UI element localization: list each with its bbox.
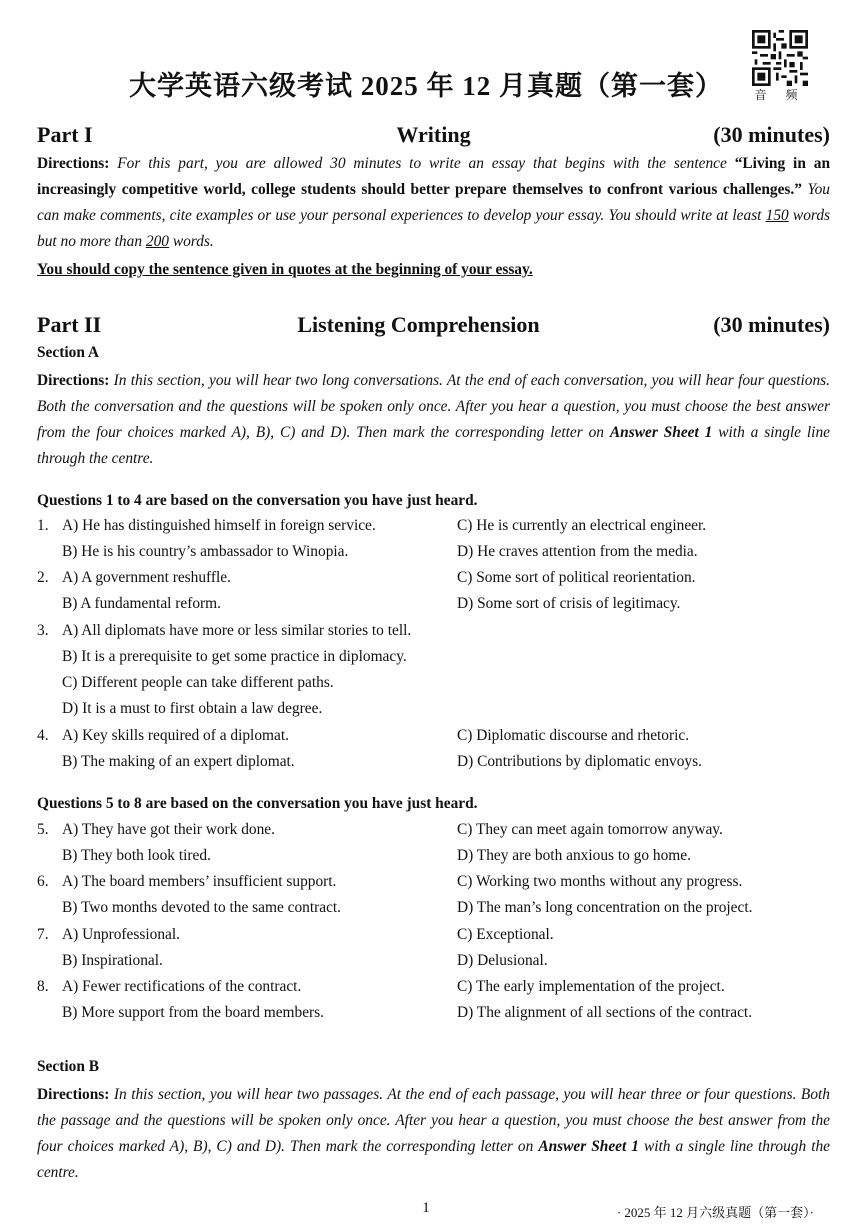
answer-sheet: Answer Sheet 1: [609, 424, 713, 441]
option-c[interactable]: C) He is currently an electrical engineer.: [457, 517, 707, 534]
option-c[interactable]: C) They can meet again tomorrow anyway.: [457, 821, 723, 838]
questions-1-4-heading: Questions 1 to 4 are based on the conversation you have just heard.: [37, 492, 478, 509]
option-d[interactable]: D) The man’s long concentration on the project.: [457, 899, 753, 916]
section-b-directions: [37, 1082, 830, 1186]
option-c[interactable]: C) Working two months without any progress.: [457, 873, 743, 890]
option-b[interactable]: B) Inspirational.: [62, 952, 163, 969]
option-d[interactable]: D) The alignment of all sections of the contract.: [457, 1004, 753, 1021]
copy-note: You should copy the sentence given in quotes at the beginning of your essay.: [37, 261, 533, 278]
question-number: 6.: [37, 873, 49, 890]
option-a[interactable]: A) All diplomats have more or less similar stories to tell.: [62, 622, 412, 639]
question-number: 3.: [37, 622, 49, 639]
directions-text: You can make comments, cite examples or use your personal experiences to develop your essay. You should write at least: [37, 181, 831, 224]
option-d[interactable]: D) He craves attention from the media.: [457, 543, 698, 560]
question-number: 8.: [37, 978, 49, 995]
option-c[interactable]: C) The early implementation of the project.: [457, 978, 725, 995]
option-d[interactable]: D) Some sort of crisis of legitimacy.: [457, 595, 681, 612]
directions-label: Directions:: [37, 1086, 110, 1103]
option-b[interactable]: B) It is a prerequisite to get some practice in diplomacy.: [62, 648, 407, 665]
option-a[interactable]: A) They have got their work done.: [62, 821, 275, 838]
part2-name: Listening Comprehension: [297, 312, 540, 337]
option-a[interactable]: A) Fewer rectifications of the contract.: [62, 978, 302, 995]
section-a-heading: Section A: [37, 344, 99, 361]
question-number: 7.: [37, 926, 49, 943]
page-title: 大学英语六级考试 2025 年 12 月真题（第一套）: [129, 71, 723, 101]
directions-text: words.: [168, 233, 214, 250]
directions-label: Directions:: [37, 155, 110, 172]
option-b[interactable]: B) A fundamental reform.: [62, 595, 221, 612]
part2-header: [37, 312, 830, 342]
option-c[interactable]: C) Different people can take different paths.: [62, 674, 334, 691]
question-number: 4.: [37, 727, 49, 744]
option-c[interactable]: C) Some sort of political reorientation.: [457, 569, 696, 586]
min-words: 150: [765, 207, 789, 224]
qr-label: 音 频: [754, 88, 806, 102]
directions-text: In this section, you will hear two long conversations. At the end of each conversation, you will hear four questions. Both the conversation and the questions will be spoken only once. After you hear a question, you must choose the best answer from the four choices marked A), B), C) and D). Then mark the corresponding letter on: [37, 372, 830, 441]
directions-text: In this section, you will hear two passages. At the end of each passage, you will hear three or four questions. Both the passage and the questions will be spoken only once. After you hear a question, you must choose the best answer from the four choices marked A), B), C) and D). Then mark the corresponding letter on: [37, 1086, 830, 1155]
option-a[interactable]: A) The board members’ insufficient support.: [62, 873, 337, 890]
option-d[interactable]: D) Delusional.: [457, 952, 548, 969]
option-a[interactable]: A) Unprofessional.: [62, 926, 180, 943]
option-c[interactable]: C) Diplomatic discourse and rhetoric.: [457, 727, 690, 744]
option-a[interactable]: A) He has distinguished himself in foreign service.: [62, 517, 376, 534]
part1-label: Part I: [37, 122, 93, 147]
question-number: 2.: [37, 569, 49, 586]
option-b[interactable]: B) He is his country’s ambassador to Winopia.: [62, 543, 349, 560]
part1-note: [37, 257, 830, 283]
part1-time: (30 minutes): [713, 122, 830, 147]
part2-label: Part II: [37, 312, 102, 337]
max-words: 200: [145, 233, 169, 250]
option-c[interactable]: C) Exceptional.: [457, 926, 554, 943]
part1-directions: [37, 151, 830, 255]
section-b-heading: Section B: [37, 1058, 99, 1075]
option-b[interactable]: B) Two months devoted to the same contract.: [62, 899, 342, 916]
section-a-directions: [37, 368, 830, 472]
qr-code-icon[interactable]: [752, 30, 808, 86]
question-number: 1.: [37, 517, 49, 534]
part2-time: (30 minutes): [713, 312, 830, 337]
questions-5-8-heading: Questions 5 to 8 are based on the conversation you have just heard.: [37, 795, 478, 812]
directions-text: with a single line through the centre.: [37, 1138, 830, 1181]
option-a[interactable]: A) Key skills required of a diplomat.: [62, 727, 289, 744]
footer-title: · 2025 年 12 月六级真题（第一套）·: [616, 1205, 814, 1220]
answer-sheet: Answer Sheet 1: [538, 1138, 639, 1155]
option-b[interactable]: B) They both look tired.: [62, 847, 211, 864]
part1-name: Writing: [396, 122, 471, 147]
option-d[interactable]: D) It is a must to first obtain a law degree.: [62, 700, 323, 717]
option-b[interactable]: B) More support from the board members.: [62, 1004, 325, 1021]
question-number: 5.: [37, 821, 49, 838]
directions-label: Directions:: [37, 372, 110, 389]
option-d[interactable]: D) They are both anxious to go home.: [457, 847, 691, 864]
page-number: 1: [422, 1200, 430, 1216]
directions-text: For this part, you are allowed 30 minutes to write an essay that begins with the sentence: [109, 155, 735, 172]
part1-header: [37, 122, 830, 152]
option-b[interactable]: B) The making of an expert diplomat.: [62, 753, 295, 770]
essay-quote: “Living in an increasingly competitive world, college students should better prepare themselves to confront various challenges.”: [37, 155, 831, 198]
directions-text: words but no more than: [37, 207, 830, 250]
option-d[interactable]: D) Contributions by diplomatic envoys.: [457, 753, 702, 770]
directions-text: with a single line through the centre.: [37, 424, 830, 467]
option-a[interactable]: A) A government reshuffle.: [62, 569, 231, 586]
